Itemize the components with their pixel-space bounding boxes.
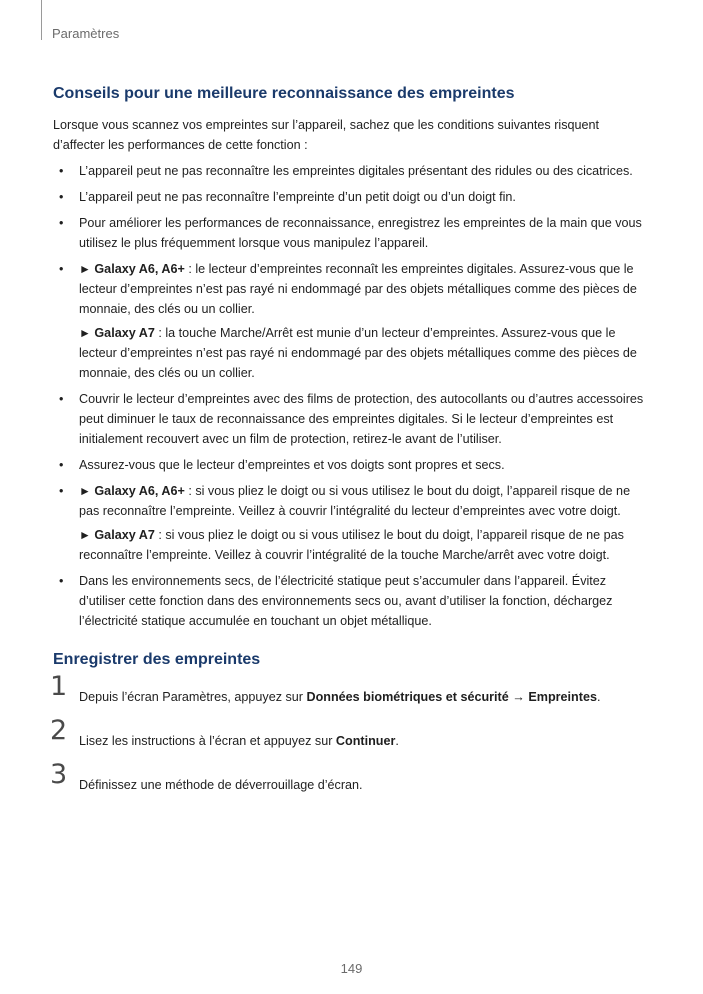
model-name: Galaxy A7 — [94, 528, 155, 542]
list-item-text: L’appareil peut ne pas reconnaître les empreintes digitales présentant des ridules ou des cicatrices. — [79, 164, 633, 178]
section-header: Paramètres — [52, 26, 120, 41]
bullet-icon: • — [59, 164, 64, 178]
step-number: 1 — [50, 671, 68, 702]
step-text-end: . — [395, 734, 399, 748]
list-item — [53, 187, 651, 207]
bullet-icon: • — [59, 574, 64, 588]
arrow-icon: → — [508, 690, 529, 704]
model-text: : si vous pliez le doigt ou si vous utilisez le bout du doigt, l’appareil risque de ne pas reconnaître l’empreinte. Veillez à couvrir l’intégralité de la touche Marche/arrêt avec votre doigt. — [79, 528, 624, 562]
step-item — [50, 715, 651, 775]
step-item — [50, 759, 651, 819]
tips-heading: Conseils pour une meilleure reconnaissance des empreintes — [53, 85, 515, 102]
bullet-icon: • — [59, 392, 64, 406]
triangle-marker-icon: ► — [79, 528, 91, 542]
bullet-icon: • — [59, 458, 64, 472]
list-item — [53, 161, 651, 181]
bullet-icon: • — [59, 190, 64, 204]
step-text: Définissez une méthode de déverrouillage d’écran. — [79, 778, 363, 792]
tips-list — [53, 161, 651, 631]
list-item-text: Couvrir le lecteur d’empreintes avec des films de protection, des autocollants ou d’autres accessoires peut diminuer le taux de reconnaissance des empreintes digitales. Si le lecteur d’empreintes est initialement recouvert avec un film de protection, retirez-le avant de l’utiliser. — [79, 392, 644, 446]
menu-path-item: Données biométriques et sécurité — [306, 690, 509, 704]
list-item-text: Assurez-vous que le lecteur d’empreintes et vos doigts sont propres et secs. — [79, 458, 505, 472]
steps-list — [50, 671, 651, 819]
step-item — [50, 671, 651, 731]
tips-intro: Lorsque vous scannez vos empreintes sur l’appareil, sachez que les conditions suivantes risquent d’affecter les performances de cette fonction : — [53, 118, 600, 152]
list-item — [53, 481, 651, 565]
step-text-end: . — [596, 690, 601, 704]
triangle-marker-icon: ► — [79, 326, 91, 340]
bullet-icon: • — [59, 484, 64, 498]
button-reference: Continuer — [335, 734, 396, 748]
model-paragraph — [79, 323, 651, 383]
triangle-marker-icon: ► — [79, 484, 91, 498]
list-item-text: Dans les environnements secs, de l’électricité statique peut s’accumuler dans l’appareil. Évitez d’utiliser cette fonction dans des environnements secs ou, avant d’utiliser la fonction, déchargez l’électricité statique accumulée en touchant un objet métallique. — [79, 574, 613, 628]
list-item — [53, 389, 651, 449]
bullet-icon: • — [59, 262, 64, 276]
model-text: : le lecteur d’empreintes reconnaît les empreintes digitales. Assurez-vous que le lecteur d’empreintes n’est pas rayé ni endommagé par des objets métalliques comme des pièces de monnaie, des clés ou un collier. — [79, 262, 637, 316]
model-name: Galaxy A7 — [94, 326, 155, 340]
menu-path-item: Empreintes — [528, 690, 597, 704]
step-text: Depuis l’écran Paramètres, appuyez sur — [79, 690, 307, 704]
triangle-marker-icon: ► — [79, 262, 91, 276]
step-number: 3 — [50, 759, 68, 790]
list-item — [53, 455, 651, 475]
model-text: : la touche Marche/Arrêt est munie d’un lecteur d’empreintes. Assurez-vous que le lecteur d’empreintes n’est pas rayé ni endommagé par des objets métalliques comme des pièces de monnaie, des clés ou un collier. — [79, 326, 637, 380]
list-item — [53, 259, 651, 383]
model-paragraph — [79, 259, 651, 319]
step-number: 2 — [50, 715, 68, 746]
model-text: : si vous pliez le doigt ou si vous utilisez le bout du doigt, l’appareil risque de ne pas reconnaître l’empreinte. Veillez à couvrir l’intégralité du lecteur d’empreintes avec votre doigt. — [79, 484, 631, 518]
margin-line — [41, 0, 42, 40]
register-heading: Enregistrer des empreintes — [53, 651, 261, 668]
model-paragraph — [79, 481, 651, 521]
page-number: 149 — [340, 961, 363, 976]
step-text: Lisez les instructions à l’écran et appuyez sur — [79, 734, 336, 748]
list-item-text: Pour améliorer les performances de reconnaissance, enregistrez les empreintes de la main que vous utilisez le plus fréquemment lorsque vous manipulez l’appareil. — [79, 216, 642, 250]
bullet-icon: • — [59, 216, 64, 230]
list-item — [53, 213, 651, 253]
model-name: Galaxy A6, A6+ — [94, 484, 185, 498]
model-paragraph — [79, 525, 651, 565]
list-item-text: L’appareil peut ne pas reconnaître l’empreinte d’un petit doigt ou d’un doigt fin. — [79, 190, 516, 204]
page-content — [50, 85, 651, 819]
model-name: Galaxy A6, A6+ — [94, 262, 185, 276]
list-item — [53, 571, 651, 631]
